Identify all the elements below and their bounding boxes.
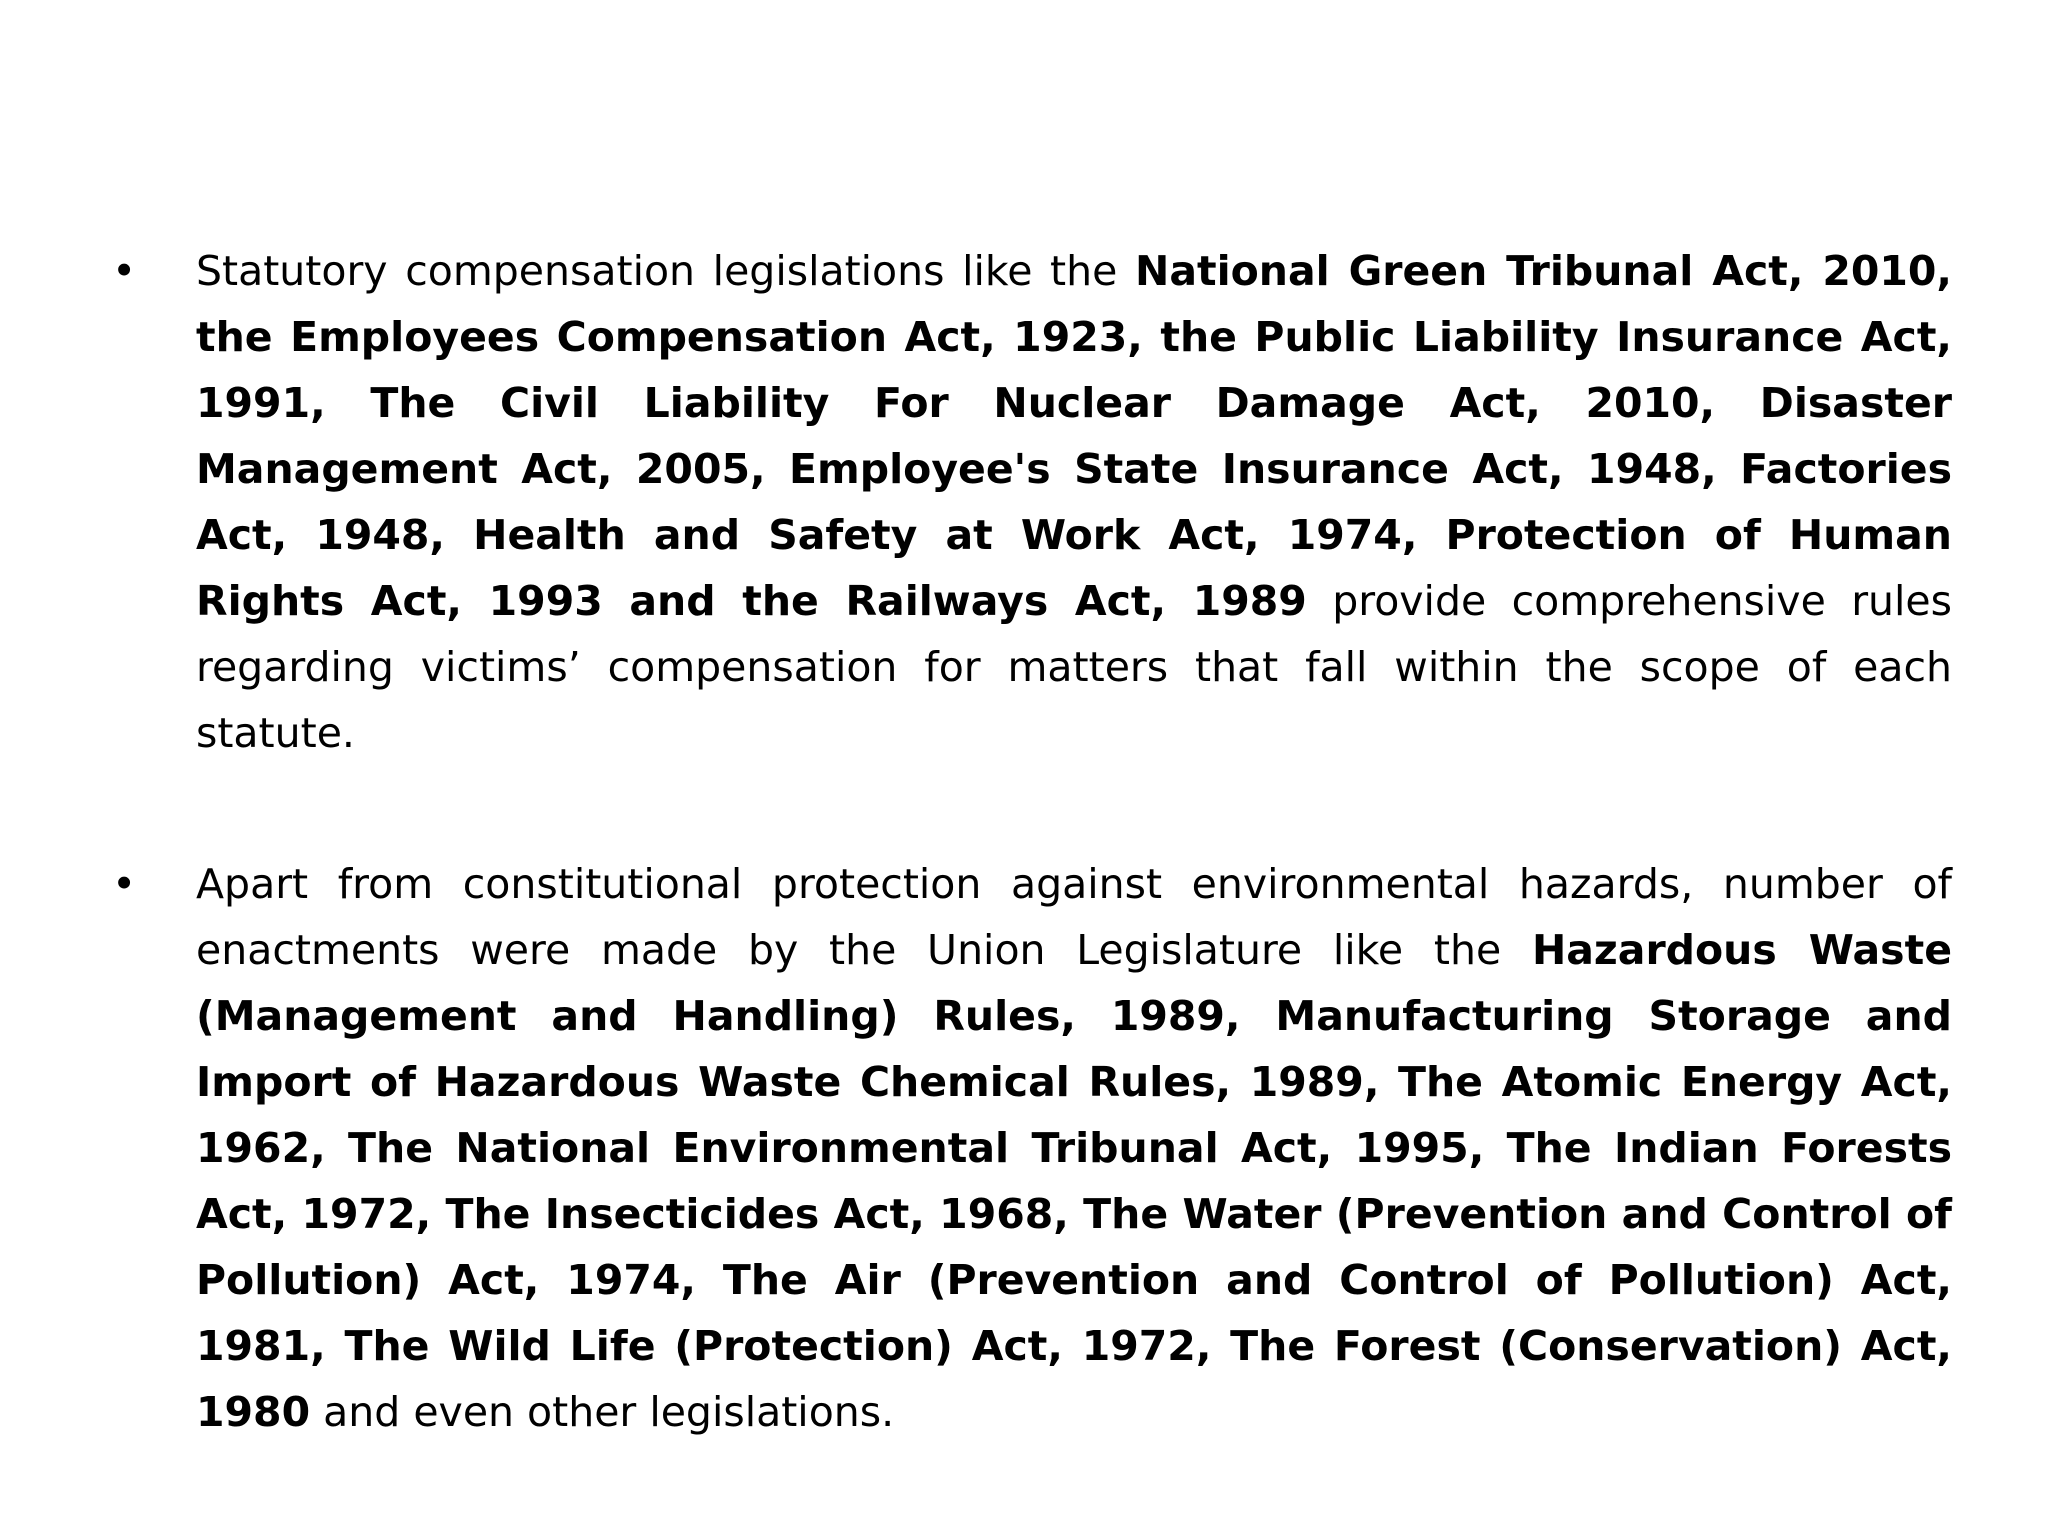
text-segment: provide comprehensive rules regarding victims’ compensation for matters that fall within the scope of each statute. xyxy=(196,577,1953,757)
bullet-text xyxy=(196,238,1952,766)
text-segment-bold: National Green Tribunal Act, 2010, the Employees Compensation Act, 1923, the Public Liability Insurance Act, 1991, The Civil Liability For Nuclear Damage Act, 2010, Disaster Management Act, 2005, Employee's State Insurance Act, 1948, Factories Act, 1948, Health and Safety at Work Act, 1974, Protection of Human Rights Act, 1993 and the Railways Act, 1989 xyxy=(196,247,1953,625)
text-segment-bold: Hazardous Waste (Management and Handling) Rules, 1989, Manufacturing Storage and Import of Hazardous Waste Chemical Rules, 1989, The Atomic Energy Act, 1962, The National Environmental Tribunal Act, 1995, The Indian Forests Act, 1972, The Insecticides Act, 1968, The Water (Prevention and Control of Pollution) Act, 1974, The Air (Prevention and Control of Pollution) Act, 1981, The Wild Life (Protection) Act, 1972, The Forest (Conservation) Act, 1980 xyxy=(196,926,1952,1436)
bullet-text xyxy=(196,851,1952,1445)
bullet-dot-icon: • xyxy=(112,247,137,295)
bullet-dot-icon: • xyxy=(112,860,137,908)
text-segment: Apart from constitutional protection against environmental hazards, number of enactments were made by the Union Legislature like the xyxy=(196,860,1952,974)
bullet-item-statutory-compensation xyxy=(112,238,1952,766)
text-segment: Statutory compensation legislations like the xyxy=(196,247,1135,295)
bullet-item-environmental-enactments xyxy=(112,851,1952,1445)
bullet-list xyxy=(112,238,1952,1530)
text-segment: and even other legislations. xyxy=(310,1388,895,1436)
